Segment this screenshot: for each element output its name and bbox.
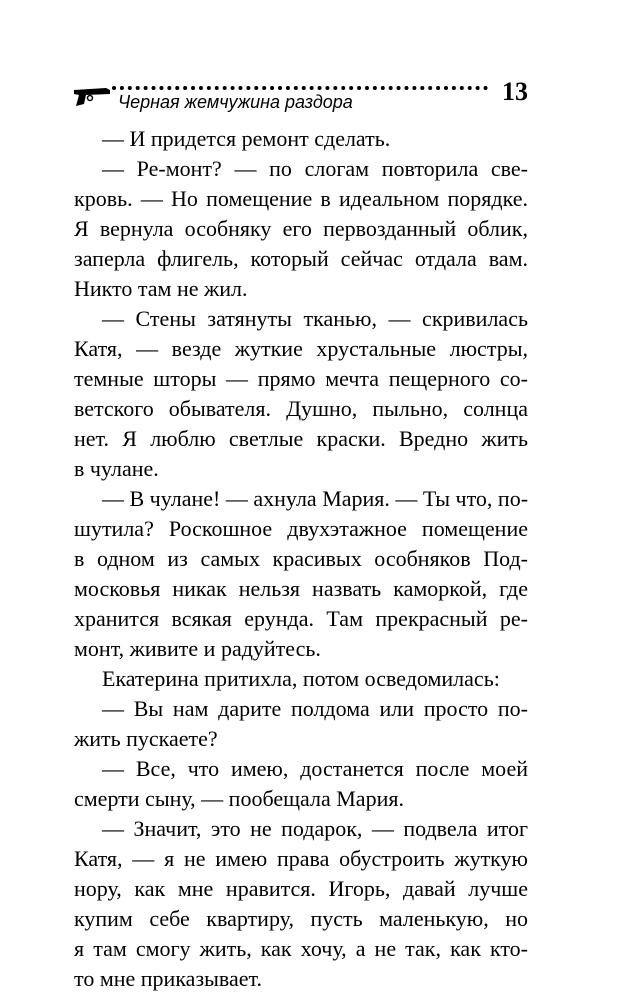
text-line: Никто там не жил.	[74, 276, 248, 301]
pistol-icon	[72, 84, 112, 108]
text-line: Катя, — везде жуткие хрустальные люстры,	[74, 336, 528, 361]
text-line: жить пускаете?	[74, 726, 218, 751]
text-line: Катя, — я не имею права обустроить жуткую	[74, 846, 528, 871]
text-line: нору, как мне нравится. Игорь, давай лучше	[74, 876, 528, 901]
text-line: — В чулане! — ахнула Мария. — Ты что, по-	[102, 486, 529, 511]
page-header	[72, 72, 528, 112]
text-line: — Значит, это не подарок, — подвела итог	[102, 816, 528, 841]
text-line: — Все, что имею, достанется после моей	[102, 756, 528, 781]
text-line: в чулане.	[74, 456, 159, 481]
text-line: хранится всякая ерунда. Там прекрасный ре-	[74, 606, 528, 631]
text-line: нет. Я люблю светлые краски. Вредно жить	[74, 426, 528, 451]
running-title: Черная жемчужина раздора	[118, 92, 353, 112]
text-line: в одном из самых красивых особняков Под-	[74, 546, 528, 571]
text-line: московья никак нельзя назвать каморкой, где	[74, 576, 528, 601]
text-line: заперла флигель, который сейчас отдала вам.	[74, 246, 528, 271]
text-line: Екатерина притихла, потом осведомилась:	[102, 666, 500, 691]
text-line: монт, живите и радуйтесь.	[74, 636, 321, 661]
text-line: ветского обывателя. Душно, пыльно, солнца	[74, 396, 528, 421]
text-line: — Стены затянуты тканью, — скривилась	[102, 306, 528, 331]
text-line: темные шторы — прямо мечта пещерного со-	[74, 366, 528, 391]
text-line: я там смогу жить, как хочу, а не так, как кто-	[74, 936, 528, 961]
text-line: Я вернула особняку его первозданный облик,	[74, 216, 528, 241]
text-line: смерти сыну, — пообещала Мария.	[74, 786, 404, 811]
text-line: — И придется ремонт сделать.	[102, 126, 391, 151]
text-line: купим себе квартиру, пусть маленькую, но	[74, 906, 528, 931]
text-line: — Вы нам дарите полдома или просто по-	[102, 696, 528, 721]
dotted-rule	[112, 86, 488, 90]
text-line: — Ре-монт? — по слогам повторила све-	[102, 156, 528, 181]
body-text	[74, 124, 528, 994]
text-line: шутила? Роскошное двухэтажное помещение	[74, 516, 528, 541]
page-number: 13	[502, 77, 528, 106]
text-line: кровь. — Но помещение в идеальном порядке.	[74, 186, 528, 211]
text-line: то мне приказывает.	[74, 966, 263, 991]
